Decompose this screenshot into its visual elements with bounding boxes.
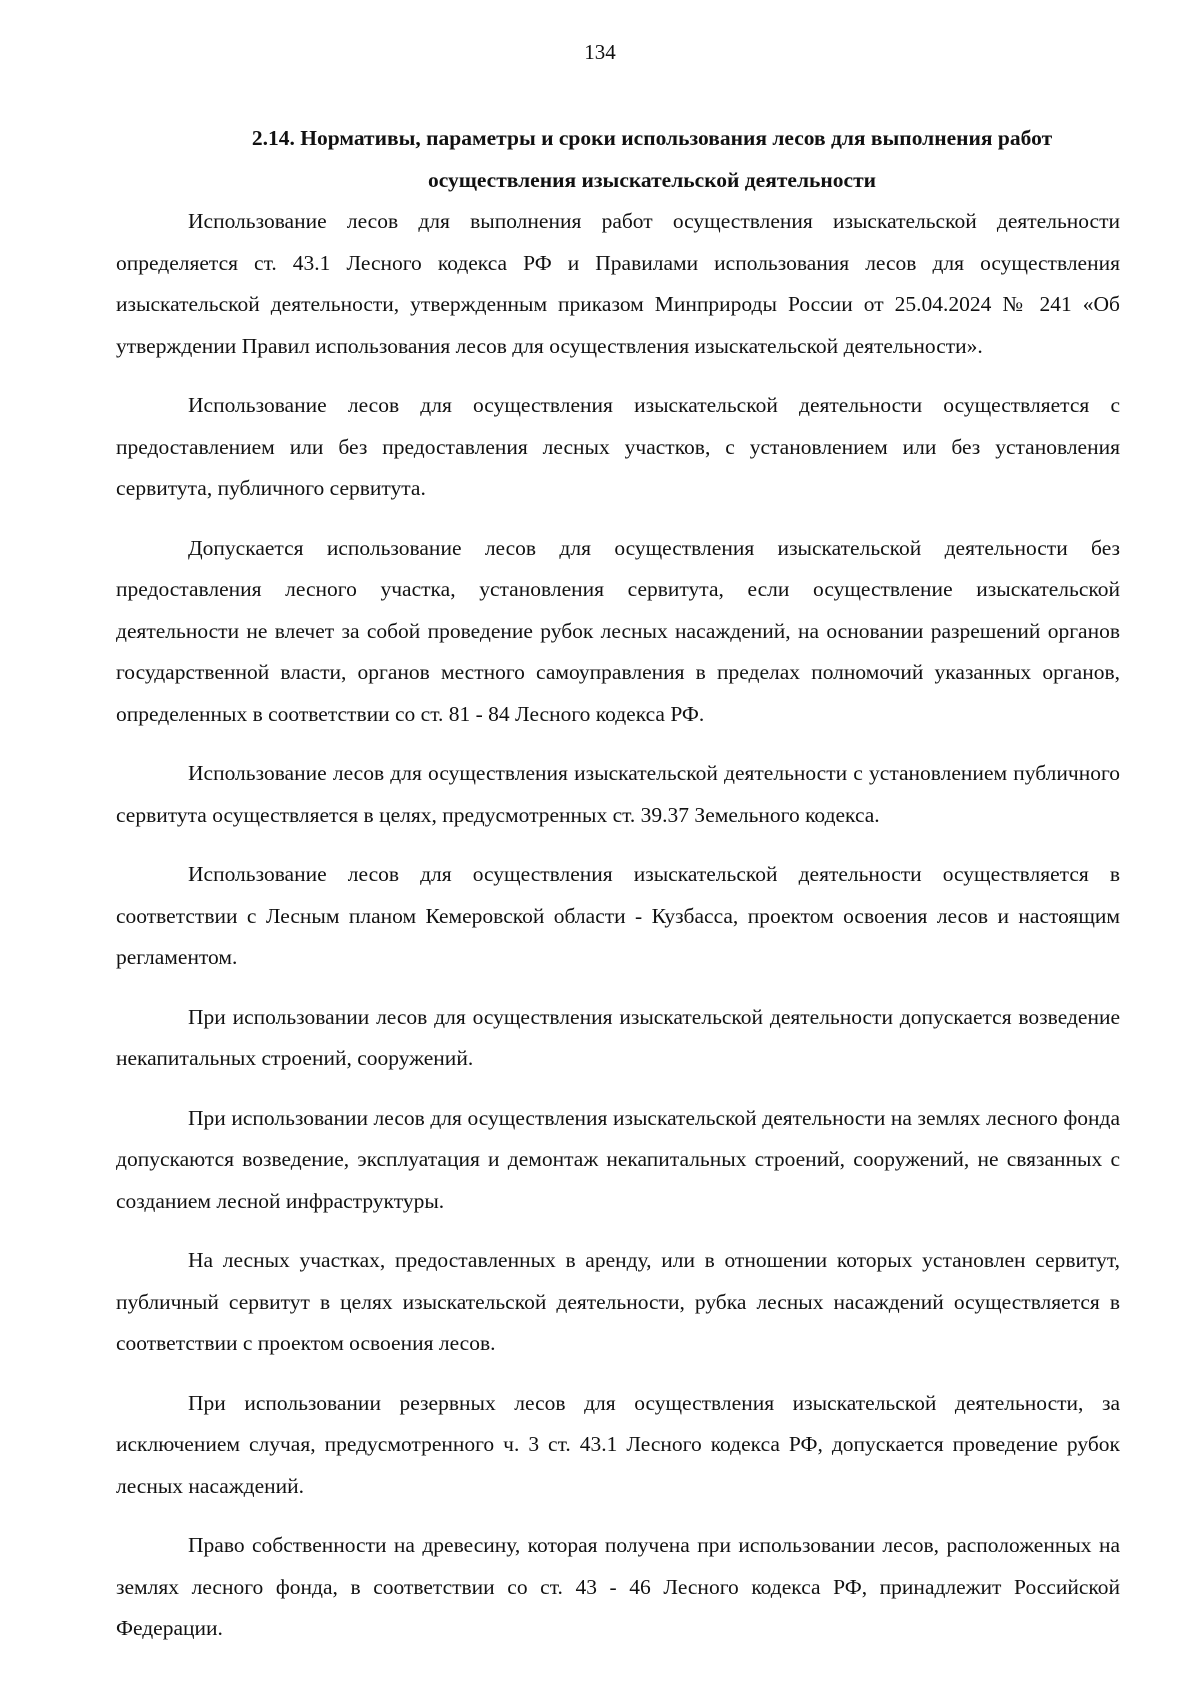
paragraph: Допускается использование лесов для осуществления изыскательской деятельности без предоставления лесного участка, установления сервитута, если осуществление изыскательской деятельности не влечет за собой проведение рубок лесных насаждений, на основании разрешений органов государственной власти, органов местного самоуправления в пределах полномочий указанных органов, определенных в соответствии со ст. 81 - 84 Лесного кодекса РФ. — [116, 535, 1120, 726]
paragraph: При использовании резервных лесов для осуществления изыскательской деятельности, за исключением случая, предусмотренного ч. 3 ст. 43.1 Лесного кодекса РФ, допускается проведение рубок лесных насаждений. — [116, 1390, 1120, 1498]
paragraph: При использовании лесов для осуществления изыскательской деятельности на землях лесного фонда допускаются возведение, эксплуатация и демонтаж некапитальных строений, сооружений, не связанных с созданием лесной инфраструктуры. — [116, 1105, 1120, 1213]
paragraph: Право собственности на древесину, которая получена при использовании лесов, расположенных на землях лесного фонда, в соответствии со ст. 43 - 46 Лесного кодекса РФ, принадлежит Российской Федерации. — [116, 1533, 1120, 1640]
paragraph: Использование лесов для осуществления изыскательской деятельности с установлением публичного сервитута осуществляется в целях, предусмотренных ст. 39.37 Земельного кодекса. — [116, 761, 1120, 827]
paragraph: Использование лесов для осуществления изыскательской деятельности осуществляется с предоставлением или без предоставления лесных участков, с установлением или без установления сервитута, публичного сервитута. — [116, 393, 1120, 500]
page-number: 134 — [584, 40, 616, 64]
paragraph: При использовании лесов для осуществления изыскательской деятельности допускается возведение некапитальных строений, сооружений. — [116, 1004, 1120, 1070]
paragraph: На лесных участках, предоставленных в аренду, или в отношении которых установлен сервитут, публичный сервитут в целях изыскательской деятельности, рубка лесных насаждений осуществляется в соответствии с проектом освоения лесов. — [116, 1248, 1120, 1355]
document-body — [116, 117, 1120, 1668]
section-title: 2.14. Нормативы, параметры и сроки использования лесов для выполнения работ осуществления изыскательской деятельности — [251, 126, 1053, 192]
paragraph: Использование лесов для осуществления изыскательской деятельности осуществляется в соответствии с Лесным планом Кемеровской области - Кузбасса, проектом освоения лесов и настоящим регламентом. — [116, 862, 1120, 969]
paragraph: Использование лесов для выполнения работ осуществления изыскательской деятельности определяется ст. 43.1 Лесного кодекса РФ и Правилами использования лесов для осуществления изыскательской деятельности, утвержденным приказом Минприроды России от 25.04.2024 № 241 «Об утверждении Правил использования лесов для осуществления изыскательской деятельности». — [116, 209, 1120, 358]
